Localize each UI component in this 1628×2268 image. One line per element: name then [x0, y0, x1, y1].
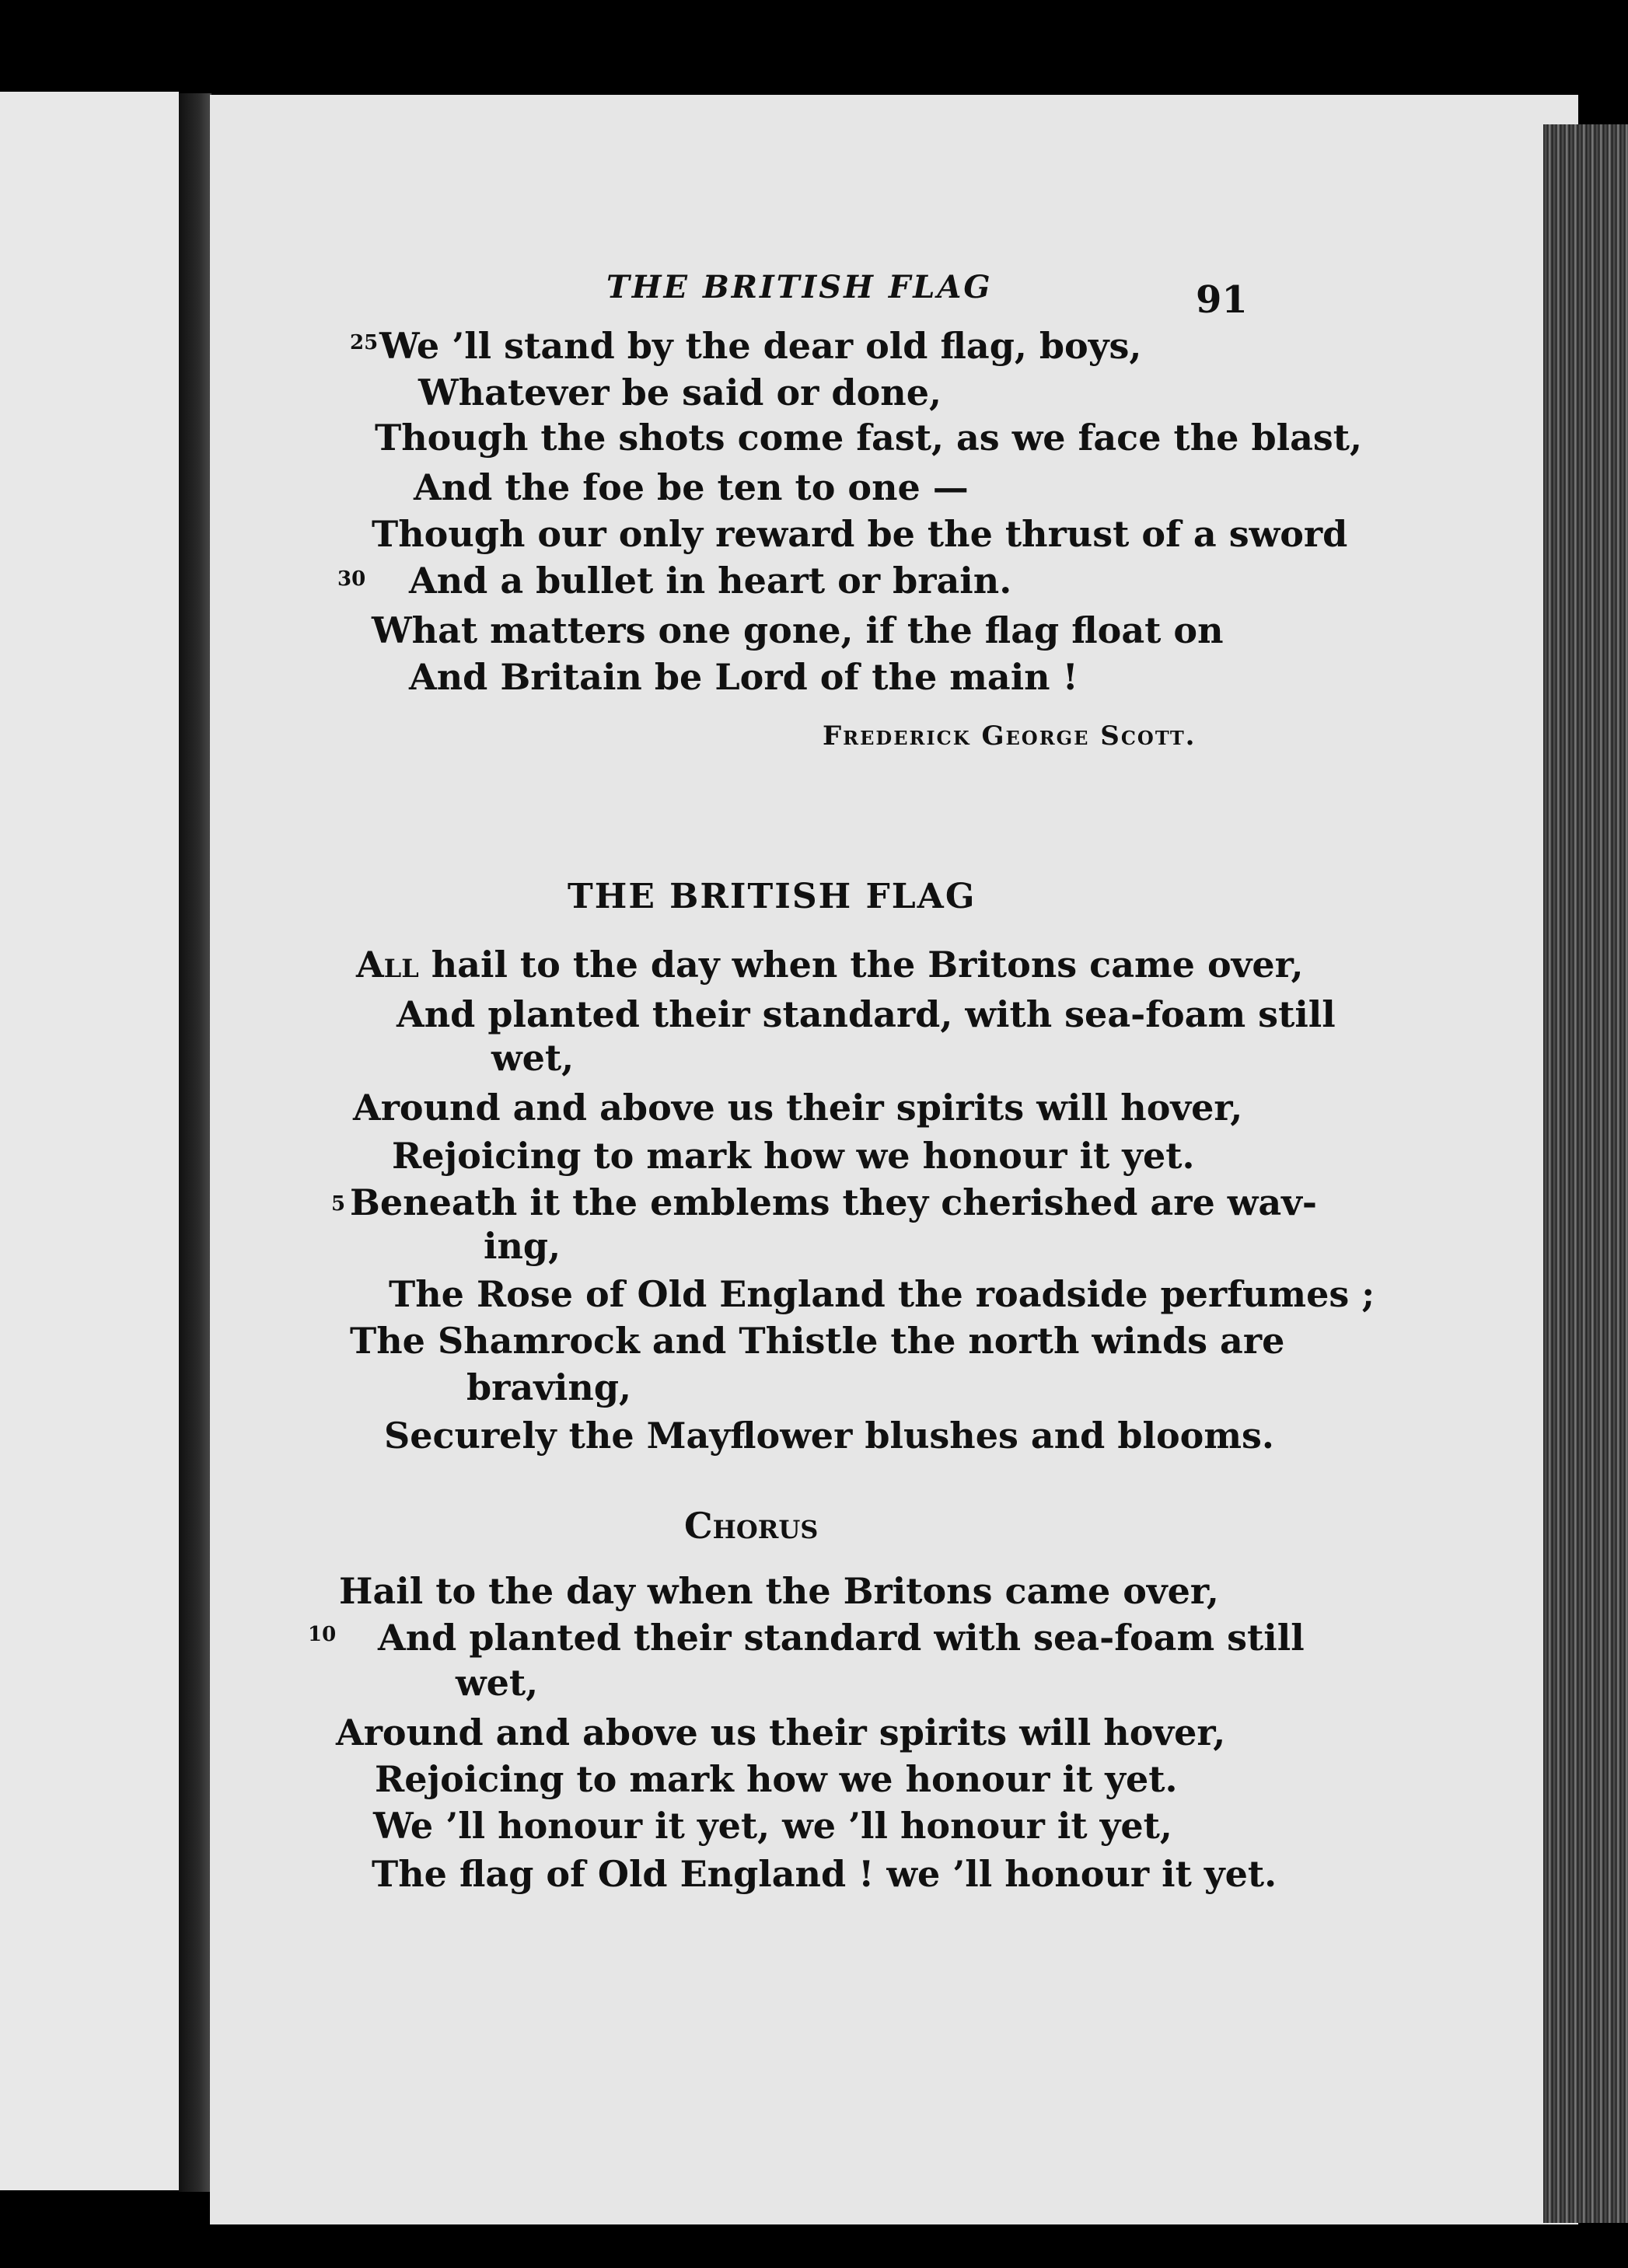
poem-line: Though our only reward be the thrust of a sword [372, 513, 1348, 555]
poem-line: Around and above us their spirits will hover, [353, 1087, 1243, 1129]
first-word: All [356, 944, 419, 986]
chorus-line: We ’ll honour it yet, we ’ll honour it yet, [373, 1805, 1172, 1847]
chorus-line: Hail to the day when the Britons came over, [339, 1570, 1219, 1612]
poem-line: Rejoicing to mark how we honour it yet. [392, 1135, 1195, 1177]
line-number: 10 [308, 1623, 337, 1646]
poem-line: ing, [484, 1225, 561, 1267]
page-number: 91 [1196, 278, 1248, 322]
chorus-line: And planted their standard with sea-foam still [378, 1617, 1305, 1659]
running-head: THE BRITISH FLAG [606, 269, 993, 305]
poem-line: Though the shots come fast, as we face the blast, [375, 417, 1363, 459]
gutter-shadow [179, 93, 211, 2192]
line-number: 5 [331, 1192, 346, 1216]
chorus-heading: Chorus [684, 1505, 819, 1547]
poem-line: The Rose of Old England the roadside perfumes ; [389, 1273, 1375, 1315]
poem-line: Securely the Mayflower blushes and blooms. [384, 1415, 1274, 1457]
chorus-line: Rejoicing to mark how we honour it yet. [375, 1758, 1178, 1800]
poem-line: The Shamrock and Thistle the north winds are [350, 1320, 1285, 1362]
chorus-line: The flag of Old England ! we ’ll honour it yet. [372, 1853, 1277, 1895]
author-attribution: Frederick George Scott. [823, 721, 1197, 752]
poem-line: We ’ll stand by the dear old flag, boys, [379, 325, 1142, 367]
chorus-line: Around and above us their spirits will hover, [336, 1711, 1226, 1753]
poem-line: Beneath it the emblems they cherished are wav- [350, 1181, 1317, 1223]
poem-title: THE BRITISH FLAG [568, 877, 976, 916]
poem-line: braving, [466, 1366, 632, 1408]
poem-line: And the foe be ten to one — [414, 466, 969, 508]
poem-line: All hail to the day when the Britons came over, [356, 944, 1304, 986]
poem-line: And planted their standard, with sea-foam still [397, 993, 1336, 1035]
poem-line: wet, [491, 1037, 575, 1079]
left-facing-page [0, 92, 179, 2190]
poem-line: What matters one gone, if the flag float on [372, 609, 1224, 651]
poem-line: And a bullet in heart or brain. [409, 560, 1012, 602]
book-edge [1543, 124, 1628, 2223]
poem-line: Whatever be said or done, [418, 372, 942, 413]
line-number: 30 [337, 567, 366, 591]
poem-line: And Britain be Lord of the main ! [409, 656, 1078, 698]
line-number: 25 [350, 331, 379, 354]
chorus-line: wet, [456, 1662, 539, 1704]
